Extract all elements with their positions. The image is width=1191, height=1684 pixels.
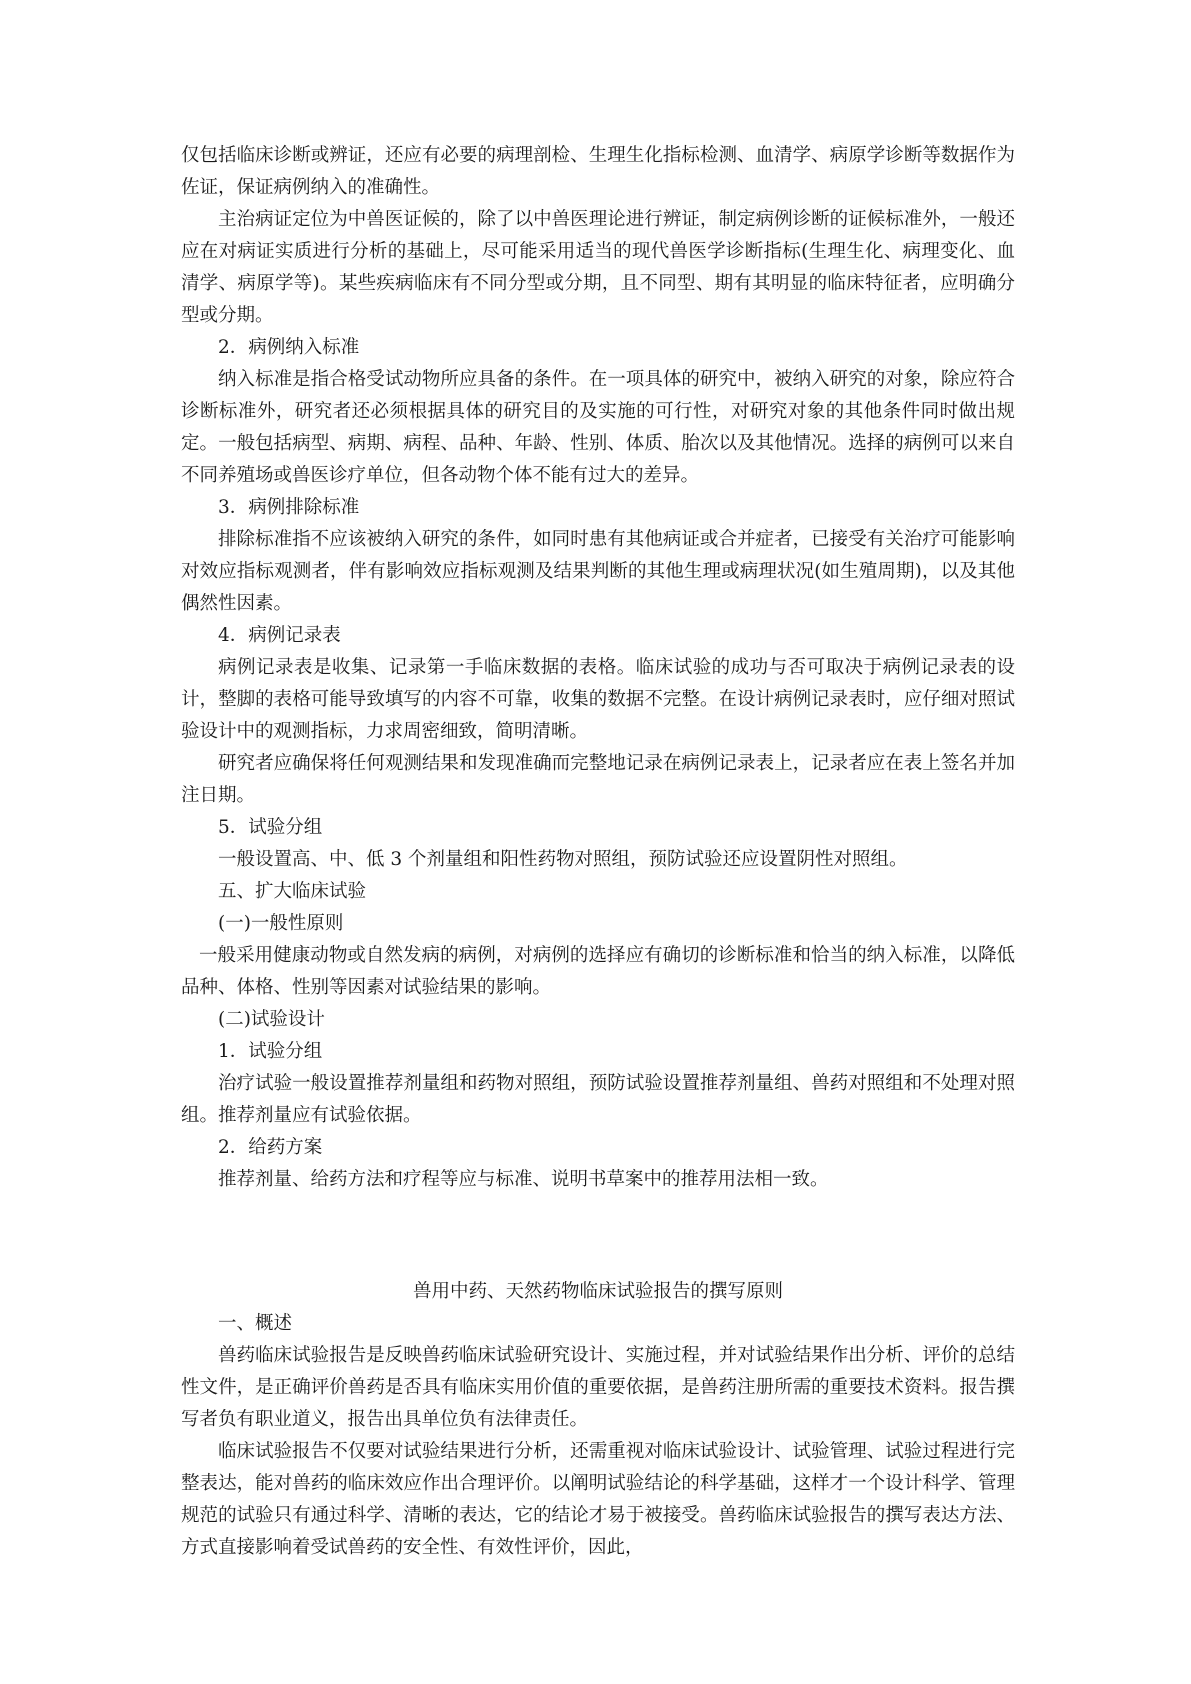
paragraph: 一般采用健康动物或自然发病的病例，对病例的选择应有确切的诊断标准和恰当的纳入标准，以降低品种、体格、性别等因素对试验结果的影响。 bbox=[181, 945, 1015, 998]
paragraph: 病例记录表是收集、记录第一手临床数据的表格。临床试验的成功与否可取决于病例记录表的设计，整脚的表格可能导致填写的内容不可靠，收集的数据不完整。在设计病例记录表时，应仔细对照试验设计中的观测指标，力求周密细致，简明清晰。 bbox=[181, 657, 1015, 742]
document-title: 兽用中药、天然药物临床试验报告的撰写原则 bbox=[412, 1281, 783, 1302]
paragraph: 排除标准指不应该被纳入研究的条件，如同时患有其他病证或合并症者，已接受有关治疗可能影响对效应指标观测者，伴有影响效应指标观测及结果判断的其他生理或病理状况(如生殖周期)，以及其他偶然性因素。 bbox=[181, 529, 1015, 614]
section-heading: 一、概述 bbox=[218, 1313, 293, 1334]
paragraph: 兽药临床试验报告是反映兽药临床试验研究设计、实施过程，并对试验结果作出分析、评价的总结性文件，是正确评价兽药是否具有临床实用价值的重要依据，是兽药注册所需的重要技术资料。报告撰写者负有职业道义，报告出具单位负有法律责任。 bbox=[181, 1345, 1015, 1430]
section-heading: 4．病例记录表 bbox=[218, 625, 341, 646]
section-heading: 5．试验分组 bbox=[218, 817, 323, 838]
section-heading: 2．病例纳入标准 bbox=[218, 337, 360, 358]
paragraph: 推荐剂量、给药方法和疗程等应与标准、说明书草案中的推荐用法相一致。 bbox=[218, 1169, 829, 1190]
subsection-heading: (一)一般性原则 bbox=[218, 913, 344, 934]
section-heading: 五、扩大临床试验 bbox=[218, 881, 367, 902]
paragraph: 主治病证定位为中兽医证候的，除了以中兽医理论进行辨证，制定病例诊断的证候标准外，一般还应在对病证实质进行分析的基础上，尽可能采用适当的现代兽医学诊断指标(生理生化、病理变化、血清学、病原学等)。某些疾病临床有不同分型或分期，且不同型、期有其明显的临床特征者，应明确分型或分期。 bbox=[181, 209, 1015, 326]
section-heading: 1．试验分组 bbox=[218, 1041, 323, 1062]
section-heading: 2．给药方案 bbox=[218, 1137, 323, 1158]
section-heading: 3．病例排除标准 bbox=[218, 497, 360, 518]
paragraph: 纳入标准是指合格受试动物所应具备的条件。在一项具体的研究中，被纳入研究的对象，除应符合诊断标准外，研究者还必须根据具体的研究目的及实施的可行性，对研究对象的其他条件同时做出规定。一般包括病型、病期、病程、品种、年龄、性别、体质、胎次以及其他情况。选择的病例可以来自不同养殖场或兽医诊疗单位，但各动物个体不能有过大的差异。 bbox=[181, 369, 1015, 486]
subsection-heading: (二)试验设计 bbox=[218, 1009, 325, 1030]
paragraph: 研究者应确保将任何观测结果和发现准确而完整地记录在病例记录表上，记录者应在表上签名并加注日期。 bbox=[181, 753, 1015, 806]
paragraph: 一般设置高、中、低 3 个剂量组和阳性药物对照组，预防试验还应设置阴性对照组。 bbox=[218, 849, 908, 870]
document-page bbox=[181, 140, 1015, 1564]
paragraph: 临床试验报告不仅要对试验结果进行分析，还需重视对临床试验设计、试验管理、试验过程进行完整表达，能对兽药的临床效应作出合理评价。以阐明试验结论的科学基础，这样才一个设计科学、管理规范的试验只有通过科学、清晰的表达，它的结论才易于被接受。兽药临床试验报告的撰写表达方法、方式直接影响着受试兽药的安全性、有效性评价，因此， bbox=[181, 1441, 1015, 1558]
paragraph: 仅包括临床诊断或辨证，还应有必要的病理剖检、生理生化指标检测、血清学、病原学诊断等数据作为佐证，保证病例纳入的准确性。 bbox=[181, 145, 1015, 198]
paragraph: 治疗试验一般设置推荐剂量组和药物对照组，预防试验设置推荐剂量组、兽药对照组和不处理对照组。推荐剂量应有试验依据。 bbox=[181, 1073, 1015, 1126]
